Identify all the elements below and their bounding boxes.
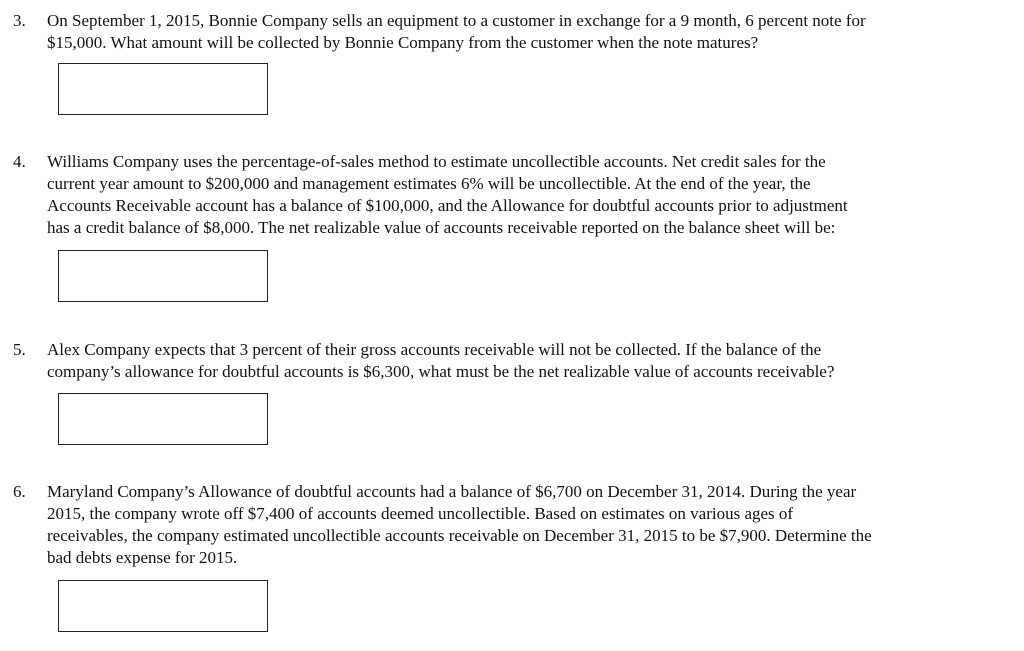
question-text	[47, 10, 992, 54]
question-text-line: On September 1, 2015, Bonnie Company sells an equipment to a customer in exchange for a 9 month, 6 percent note for	[47, 11, 866, 30]
question-text-line: bad debts expense for 2015.	[47, 548, 238, 567]
question-text-line: Accounts Receivable account has a balance of $100,000, and the Allowance for doubtful accounts prior to adjustment	[47, 196, 848, 215]
question-number: 3.	[13, 11, 26, 30]
question-text	[47, 481, 992, 569]
question-text-line: current year amount to $200,000 and management estimates 6% will be uncollectible. At the end of the year, the	[47, 174, 811, 193]
answer-box-question-4[interactable]	[58, 250, 268, 302]
question-text-line: Williams Company uses the percentage-of-sales method to estimate uncollectible accounts. Net credit sales for the	[47, 152, 826, 171]
question-text	[47, 151, 992, 239]
question-number: 4.	[13, 152, 26, 171]
answer-box-question-3[interactable]	[58, 63, 268, 115]
question-text-line: Alex Company expects that 3 percent of their gross accounts receivable will not be collected. If the balance of the	[47, 340, 822, 359]
question-number: 5.	[13, 340, 26, 359]
answer-box-question-5[interactable]	[58, 393, 268, 445]
question-text-line: $15,000. What amount will be collected by Bonnie Company from the customer when the note matures?	[47, 33, 759, 52]
question-text-line: 2015, the company wrote off $7,400 of accounts deemed uncollectible. Based on estimates on various ages of	[47, 504, 794, 523]
question-number: 6.	[13, 482, 26, 501]
question-text-line: has a credit balance of $8,000. The net realizable value of accounts receivable reported on the balance sheet will be:	[47, 218, 836, 237]
question-text-line: company’s allowance for doubtful accounts is $6,300, what must be the net realizable value of accounts receivable?	[47, 362, 835, 381]
question-text-line: Maryland Company’s Allowance of doubtful accounts had a balance of $6,700 on December 31, 2014. During the year	[47, 482, 857, 501]
question-text	[47, 339, 992, 383]
question-text-line: receivables, the company estimated uncollectible accounts receivable on December 31, 2015 to be $7,900. Determine the	[47, 526, 872, 545]
answer-box-question-6[interactable]	[58, 580, 268, 632]
